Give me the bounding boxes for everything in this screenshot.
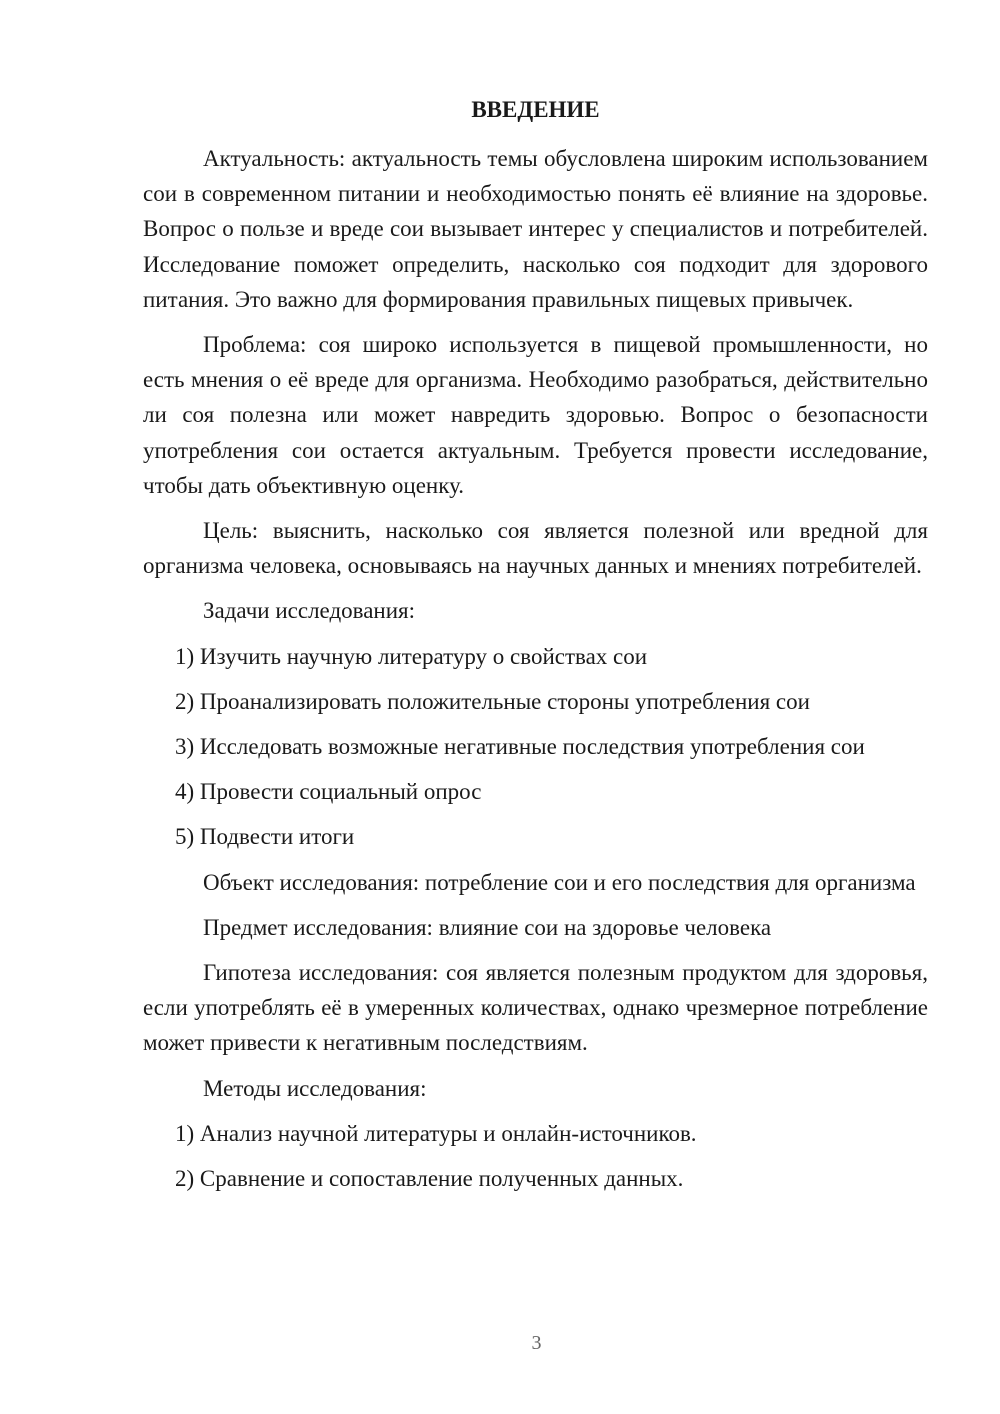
page-number: 3 [531,1332,542,1354]
subject-paragraph: Предмет исследования: влияние сои на здоровье человека [203,914,772,940]
task-item: 5) Подвести итоги [175,824,355,850]
task-item: 1) Изучить научную литературу о свойствах сои [175,643,648,669]
goal-paragraph: Цель: выяснить, насколько соя является полезной или вредной для организма человека, основываясь на научных данных и мнениях потребителей. [143,518,928,579]
task-item: 3) Исследовать возможные негативные последствия употребления сои [175,734,865,760]
method-item: 1) Анализ научной литературы и онлайн-источников. [175,1120,697,1146]
methods-label: Методы исследования: [203,1075,427,1101]
tasks-label: Задачи исследования: [203,598,416,624]
methods-list [143,1116,928,1196]
hypothesis-paragraph: Гипотеза исследования: соя является полезным продуктом для здоровья, если употреблять её в умеренных количествах, однако чрезмерное потребление может привести к негативным последствиям. [143,960,928,1056]
document-page [143,92,928,1206]
section-title: ВВЕДЕНИЕ [471,97,600,122]
task-item: 2) Проанализировать положительные стороны употребления сои [175,688,810,714]
problem-paragraph: Проблема: соя широко используется в пищевой промышленности, но есть мнения о её вреде для организма. Необходимо разобраться, действительно ли соя полезна или может навредить здоровью. Вопрос о безопасности употребления сои остается актуальным. Требуется провести исследование, чтобы дать объективную оценку. [143,332,928,498]
task-item: 4) Провести социальный опрос [175,779,482,805]
object-paragraph: Объект исследования: потребление сои и его последствия для организма [203,869,916,895]
tasks-list [143,639,928,855]
relevance-paragraph: Актуальность: актуальность темы обусловлена широким использованием сои в современном питании и необходимостью понять её влияние на здоровье. Вопрос о пользе и вреде сои вызывает интерес у специалистов и потребителей. Исследование поможет определить, насколько соя подходит для здорового питания. Это важно для формирования правильных пищевых привычек. [143,146,928,312]
method-item: 2) Сравнение и сопоставление полученных данных. [175,1166,684,1192]
